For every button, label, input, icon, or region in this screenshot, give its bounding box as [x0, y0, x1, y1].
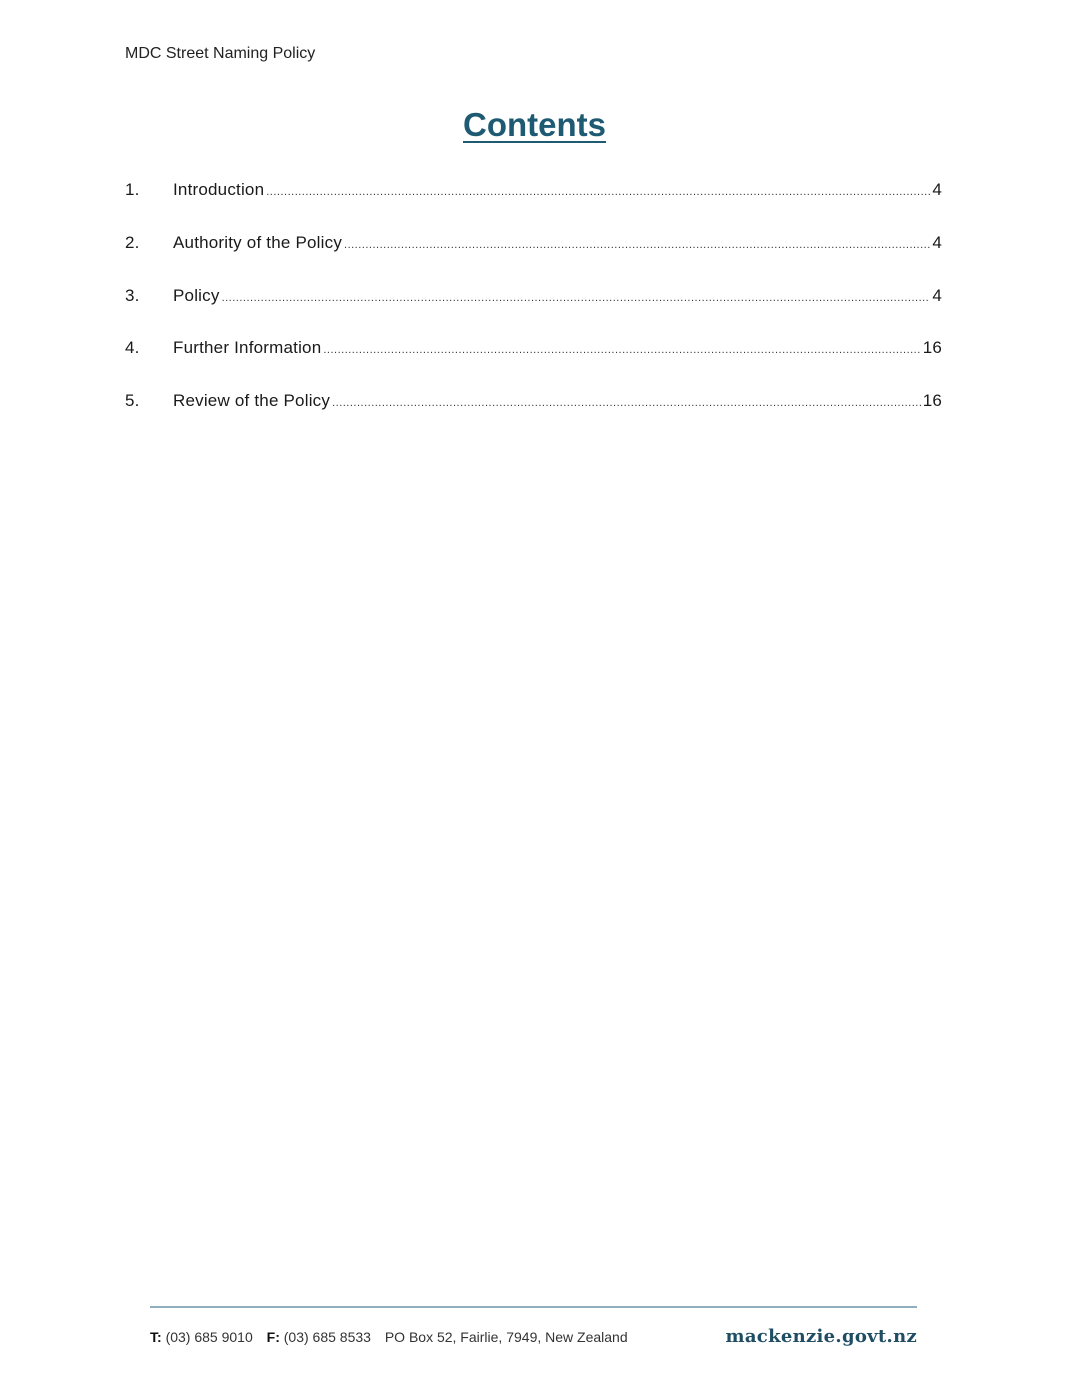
- toc-dot-leader: [344, 239, 930, 251]
- toc-entry-further-information[interactable]: [125, 338, 942, 391]
- footer-contact: [150, 1329, 726, 1345]
- toc-entry-page[interactable]: 16: [922, 391, 942, 410]
- page-footer: [150, 1326, 917, 1347]
- toc-entry-number: 1.: [125, 180, 140, 199]
- toc-entry-number: 4.: [125, 338, 140, 358]
- toc-entry-number: 5.: [125, 391, 140, 410]
- toc-entry-page[interactable]: 4: [932, 285, 942, 305]
- toc-dot-leader: [266, 186, 930, 198]
- toc-entry-page[interactable]: 16: [922, 338, 942, 358]
- toc-entry-review[interactable]: [125, 391, 942, 444]
- running-header: MDC Street Naming Policy: [125, 45, 316, 62]
- toc-entry-label[interactable]: Authority of the Policy: [173, 232, 343, 252]
- toc-entry-page[interactable]: 4: [932, 180, 942, 199]
- toc-entry-label[interactable]: Further Information: [173, 338, 322, 358]
- phone-number: (03) 685 9010: [165, 1329, 253, 1345]
- toc-entry-authority[interactable]: [125, 233, 942, 286]
- toc-entry-label[interactable]: Policy: [173, 285, 220, 305]
- website-link[interactable]: mackenzie.govt.nz: [725, 1326, 917, 1347]
- fax-label: F:: [266, 1329, 280, 1345]
- toc-entry-introduction[interactable]: [125, 180, 942, 233]
- toc-entry-label[interactable]: Review of the Policy: [173, 391, 331, 410]
- toc-entry-page[interactable]: 4: [932, 232, 942, 252]
- toc-entry-number: 2.: [125, 232, 140, 252]
- contents-title: [0, 106, 1069, 144]
- fax-number: (03) 685 8533: [283, 1329, 371, 1345]
- toc-entry-number: 3.: [125, 285, 140, 305]
- contents-title-text: Contents: [463, 106, 606, 143]
- footer-divider: [150, 1306, 917, 1308]
- postal-address: PO Box 52, Fairlie, 7949, New Zealand: [384, 1329, 628, 1345]
- toc-dot-leader: [323, 344, 920, 356]
- toc-entry-label[interactable]: Introduction: [173, 180, 265, 199]
- toc-dot-leader: [332, 397, 921, 409]
- toc-dot-leader: [222, 292, 931, 304]
- phone-label: T:: [150, 1329, 162, 1345]
- table-of-contents: [125, 180, 942, 444]
- toc-entry-policy[interactable]: [125, 286, 942, 339]
